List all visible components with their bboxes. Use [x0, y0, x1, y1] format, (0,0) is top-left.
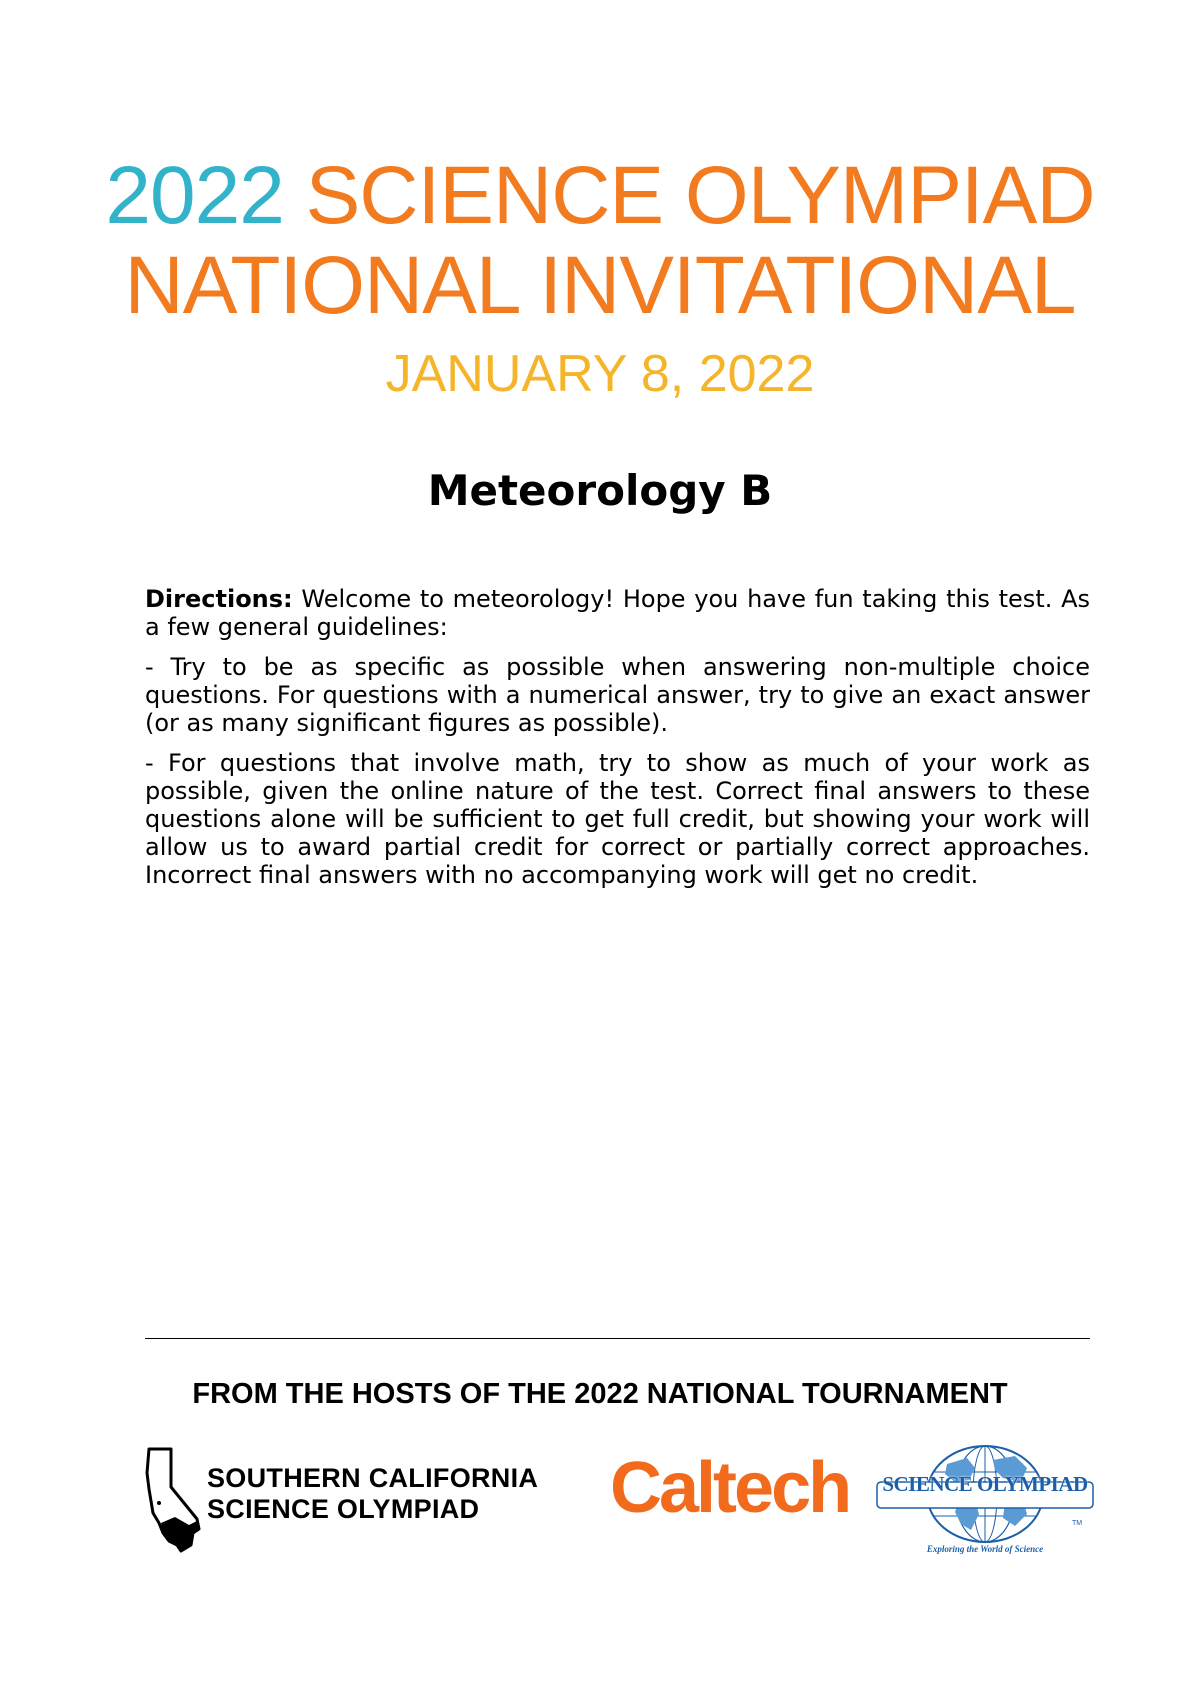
- socal-logo-line-2: SCIENCE OLYMPIAD: [207, 1494, 480, 1524]
- science-olympiad-tagline: Exploring the World of Science: [926, 1544, 1044, 1554]
- guideline-1: - Try to be as specific as possible when answering non-multiple choice questions. For questions with a numerical answer, try to give an exact answer (or as many significant figures as possible).: [145, 653, 1090, 737]
- title-year: 2022: [105, 150, 284, 241]
- title-national-invitational: NATIONAL INVITATIONAL: [124, 240, 1076, 331]
- title-line-1: [0, 150, 1200, 241]
- trademark-mark: TM: [1072, 1520, 1083, 1527]
- directions-label: Directions:: [145, 585, 293, 613]
- directions-intro: [145, 585, 1090, 641]
- event-date: JANUARY 8, 2022: [385, 345, 815, 403]
- directions-intro-text: Welcome to meteorology! Hope you have fun taking this test. As a few general guidelines:: [145, 585, 1090, 641]
- socal-science-olympiad-logo: [145, 1445, 595, 1555]
- caltech-logo: Caltech: [610, 1448, 850, 1528]
- event-title: Meteorology B: [427, 466, 773, 515]
- socal-logo-line-1: SOUTHERN CALIFORNIA: [207, 1463, 539, 1493]
- directions-block: [145, 585, 1090, 901]
- science-olympiad-logo: [875, 1442, 1095, 1562]
- hosts-label: FROM THE HOSTS OF THE 2022 NATIONAL TOURNAMENT: [192, 1378, 1008, 1410]
- title-science-olympiad: SCIENCE OLYMPIAD: [305, 150, 1095, 241]
- california-map-icon: [145, 1445, 203, 1555]
- socal-logo-text: [207, 1463, 538, 1525]
- footer-divider: [145, 1338, 1090, 1339]
- globe-icon: [875, 1442, 1095, 1552]
- science-olympiad-wordmark: SCIENCE OLYMPIAD: [882, 1472, 1088, 1496]
- guideline-2: - For questions that involve math, try to show as much of your work as possible, given the online nature of the test. Correct final answers to these questions alone will be sufficient to get full credit, but showing your work will allow us to award partial credit for correct or partially correct approaches. Incorrect final answers with no accompanying work will get no credit.: [145, 749, 1090, 889]
